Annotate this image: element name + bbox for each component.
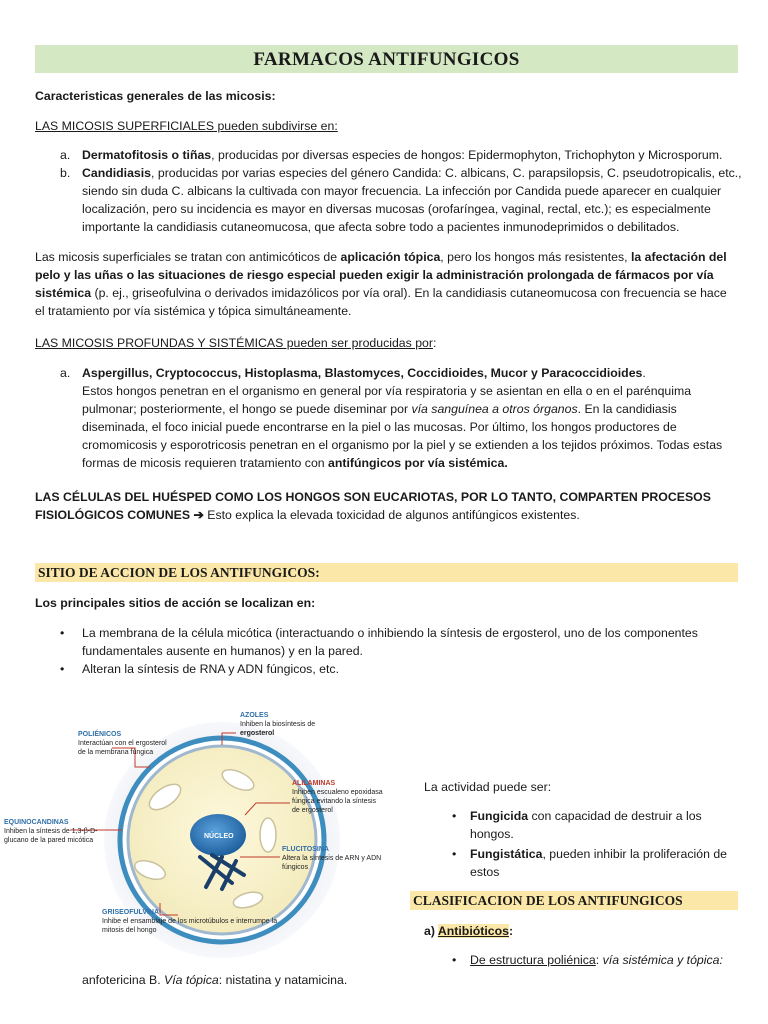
superficial-intro: LAS MICOSIS SUPERFICIALES pueden subdivirse en: [35,119,338,133]
bullet-marker: • [452,809,457,823]
list-marker: a. [60,148,71,162]
general-heading: Caracteristicas generales de las micosis: [35,89,276,103]
eukaryote-paragraph: LAS CÉLULAS DEL HUÉSPED COMO LOS HONGOS SON EUCARIOTAS, POR LO TANTO, COMPARTEN PROCESOS FISIOLÓGICOS COMUNES ➔ Esto explica la elevada toxicidad de algunos antifúngicos existentes. [35,490,711,522]
label-equino-2: glucano de la pared micótica [4,837,94,844]
list-marker: a. [60,366,71,380]
polienica-continuation: anfotericina B. Vía tópica: nistatina y natamicina. [82,973,348,987]
activity-intro: La actividad puede ser: [424,780,552,794]
treatment-paragraph: Las micosis superficiales se tratan con antimicóticos de aplicación tópica, pero los hongos más resistentes, la afectación del pelo y las uñas o las situaciones de riesgo especial pueden exigir la administración prolongada de fármacos por vía sistémica (p. ej., griseofulvina o derivados imidazólicos por vía oral). En la candidiasis cutaneomucosa con frecuencia se hace el tratamiento por vía sistémica y tópica simultáneamente. [35,250,727,318]
label-griseo-1: Inhibe el ensamblaje de los microtúbulos e interrumpe la [102,918,278,925]
label-azoles-title: AZOLES [240,712,269,719]
label-alilaminas-title: ALILAMINAS [292,780,336,787]
label-alilaminas-3: de ergosterol [292,807,333,814]
label-alilaminas-1: Inhiben escualeno epoxidasa [292,789,383,796]
label-nucleo: NÚCLEO [204,833,234,840]
label-alilaminas-2: fúngica evitando la síntesis [292,798,377,805]
bullet-marker: • [60,662,65,676]
label-polienicos-1: Interactúan con el ergosterol [78,740,167,747]
arrow-icon: ➔ [193,508,204,522]
term-candidiasis: Candidiasis [82,166,152,180]
list-item-candidiasis: Candidiasis, producidas por varias especies del género Candida: C. albicans, C. parapsilopsis, C. pseudotropicalis, etc., siendo sin duda C. albicans la cultivada con mayor frecuencia. La infección por Candida puede aparecer en cualquier localización, pero su incidencia es mayor en diversas mucosas (orofaríngea, vaginal, rectal, etc.); es especialmente importante la candidiasis cutaneomucosa, que afecta sobre todo a pacientes inmunodeprimidos o debilitados. [82,166,742,234]
bullet-item-rna: Alteran la síntesis de RNA y ADN fúngicos, etc. [82,662,339,676]
label-fluci-2: fúngicos [282,864,309,871]
label-azoles-1: Inhiben la biosíntesis de [240,721,316,728]
label-equino-title: EQUINOCANDINAS [4,819,69,826]
bullet-item-polienica: De estructura poliénica: vía sistémica y tópica: [470,953,723,967]
label-equino-1: Inhiben la síntesis de 1,3-β-D- [4,828,98,835]
bullet-marker: • [452,847,457,861]
label-griseo-title: GRISEOFULVINA [102,909,160,916]
label-azoles-2: ergosterol [240,730,275,737]
list-item-deep-mycoses: Aspergillus, Cryptococcus, Histoplasma, Blastomyces, Coccidioides, Mucor y Paracoccidioides. Estos hongos penetran en el organismo en general por vía respiratoria y se asientan en ella o en el parénquima pulmonar; posteriormente, el hongo se puede diseminar por vía sanguínea a otros órganos. En la candidiasis diseminada, el foco inicial puede encontrarse en la piel o las mucosas. Por último, los hongos productores de cromomicosis y esporotricosis penetran en el organismo por la piel y se extienden a los tejidos próximos. Todas estas formas de micosis requieren tratamiento con antifúngicos por vía sistémica. [82,366,723,470]
antifungal-sites-diagram [0,705,383,960]
bullet-marker: • [452,953,457,967]
label-fluci-title: FLUCITOSINA [282,846,329,853]
list-item-dermatofitosis: Dermatofitosis o tiñas, producidas por diversas especies de hongos: Epidermophyton, Trichophyton y Microsporum. [82,148,723,162]
label-griseo-2: mitosis del hongo [102,927,157,934]
bullet-item-membrane: La membrana de la célula micótica (interactuando o inhibiendo la síntesis de ergosterol, uno de los componentes fundamentales ausente en humanos) y en la pared. [82,626,698,658]
label-fluci-1: Altera la síntesis de ARN y ADN [282,855,382,862]
term-dermatofitosis: Dermatofitosis o tiñas [82,148,212,162]
action-site-heading: Los principales sitios de acción se localizan en: [35,596,316,610]
bullet-marker: • [60,626,65,640]
label-polienicos-title: POLIÉNICOS [78,731,122,738]
bullet-item-fungicida: Fungicida con capacidad de destruir a los hongos. [470,809,702,841]
list-marker: b. [60,166,71,180]
deep-intro: LAS MICOSIS PROFUNDAS Y SISTÉMICAS pueden ser producidas por: [35,336,437,350]
document-title: FARMACOS ANTIFUNGICOS [35,45,738,73]
bullet-item-fungistatica: Fungistática, pueden inhibir la proliferación de estos [470,847,728,879]
label-polienicos-2: de la membrana fúngica [78,749,154,756]
organelle [260,818,276,852]
section-band-classification: CLASIFICACION DE LOS ANTIFUNGICOS [410,891,738,910]
section-band-action-site: SITIO DE ACCION DE LOS ANTIFUNGICOS: [35,563,738,582]
antibioticos-heading: a) Antibióticos: [424,924,514,938]
